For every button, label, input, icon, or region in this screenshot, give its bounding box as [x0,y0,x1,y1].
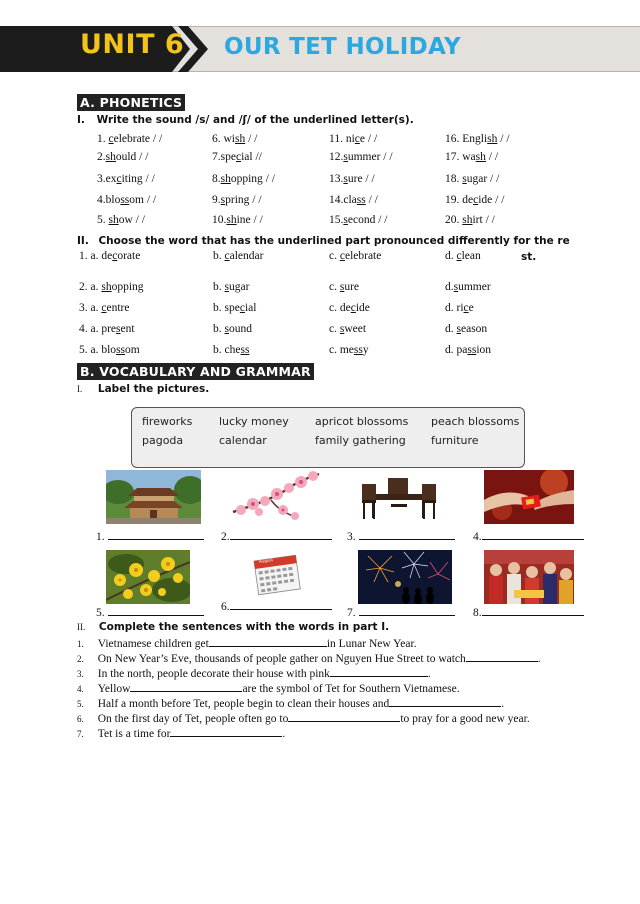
word-bank-item: furniture [431,434,479,447]
answer-blank[interactable] [170,726,282,737]
word-item: 9.spring / / [212,194,262,206]
sentence-3: 3. In the north, people decorate their house with pink . [77,668,431,680]
lucky-money-picture [484,470,574,524]
answer-blank[interactable] [389,696,501,707]
word-bank-box [131,407,525,468]
underlined-letters: c [239,302,245,314]
sentence-5: 5. Half a month before Tet, people begin to clean their houses and . [77,698,505,710]
fireworks-picture [358,550,452,604]
underlined-letters: sh [487,133,498,145]
word-bank-item: family gathering [315,434,406,447]
word-item: c. celebrate [329,250,382,262]
underlined-letters: s [343,173,348,185]
answer-blank[interactable] [466,651,538,662]
unit-title: OUR TET HOLIDAY [224,34,461,60]
calendar-month-label: August [258,557,274,564]
underlined-letters: s [343,214,348,226]
word-item: 2.should / / [97,151,149,163]
picture-label-3: 3. [347,529,455,543]
word-item: 4. a. present [79,323,135,335]
answer-blank[interactable] [130,681,242,692]
word-item: 1. celebrate / / [97,133,163,145]
answer-blank[interactable] [209,636,327,647]
word-bank-item: peach blossoms [431,415,520,428]
underlined-letters: s [456,323,461,335]
word-item: 2. a. shopping [79,281,144,293]
word-item: 20. shirt / / [445,214,495,226]
underlined-letters: ss [240,344,250,356]
picture-label-5: 5. [96,605,204,619]
unit-number: UNIT 6 [80,29,185,60]
task-3-instruction [77,383,209,395]
picture-label-8: 8. [473,605,584,619]
word-bank-item: pagoda [142,434,184,447]
word-item: c. sweet [329,323,367,335]
underlined-letters: s [339,281,345,293]
answer-blank[interactable] [288,711,400,722]
picture-label-4: 4. [473,529,584,543]
family-gathering-picture [484,550,574,604]
task-2-number: II. [77,235,89,247]
sentence-4: 4. Yellow are the symbol of Tet for Southern Vietnamese. [77,683,460,695]
word-item: 4.blossom / / [97,194,157,206]
word-item: 13.sure / / [329,173,375,185]
word-item: b. calendar [213,250,264,262]
underlined-letters: ss [120,194,130,206]
underlined-letters: sh [235,133,246,145]
task-2-instruction [77,235,570,247]
underlined-letters: ss [116,344,126,356]
underlined-letters: sh [105,151,116,163]
underlined-letters: sh [462,214,473,226]
underlined-letters: sh [108,214,119,226]
sentence-2: 2. On New Year’s Eve, thousands of people gather on Nguyen Hue Street to watch . [77,653,541,665]
answer-blank[interactable] [330,666,428,677]
word-item: 1. a. decorate [79,250,141,262]
task-1-text: Write the sound /s/ and /ʃ/ of the underlined letter(s). [96,114,414,126]
underlined-letters: c [456,250,462,262]
word-bank-item: fireworks [142,415,193,428]
underlined-letters: s [220,194,226,206]
underlined-letters: sh [226,214,237,226]
furniture-picture [358,470,440,524]
sentence-7: 7. Tet is a time for . [77,728,286,740]
unit-banner [0,26,640,72]
underlined-letters: c [116,173,122,185]
task-3-text: Label the pictures. [97,383,210,395]
underlined-letters: ss [356,194,366,206]
underlined-letters: c [112,250,118,262]
answer-blank[interactable] [108,605,204,616]
task-2-text-tail: st. [521,251,537,263]
underlined-letters: sh [475,151,486,163]
word-item: 6. wish / / [212,133,258,145]
task-4-instruction [77,621,389,633]
underlined-letters: c [350,302,356,314]
word-item: c. sure [329,281,360,293]
section-b-heading: B. VOCABULARY AND GRAMMAR [77,363,314,380]
task-4-text: Complete the sentences with the words in part I. [98,621,390,633]
word-item: 3.exciting / / [97,173,155,185]
sentence-6: 6. On the first day of Tet, people often go to to pray for a good new year. [77,713,530,725]
word-bank-item: lucky money [219,415,289,428]
underlined-letters: c [354,133,360,145]
underlined-letters: s [224,323,229,335]
word-bank-item: apricot blossoms [315,415,409,428]
word-item: 11. nice / / [329,133,378,145]
word-item: 3. a. centre [79,302,130,314]
underlined-letters: c [224,250,230,262]
word-item: 16. English / / [445,133,510,145]
underlined-letters: c [108,133,114,145]
word-item: 19. decide / / [445,194,505,206]
picture-label-2: 2. [221,529,332,543]
answer-blank[interactable] [230,599,332,610]
word-bank-item: calendar [219,434,267,447]
apricot-blossom-picture [106,550,190,604]
underlined-letters: s [116,323,121,335]
sentence-1: 1. Vietnamese children get in Lunar New Year. [77,638,417,650]
picture-label-6: 6. [221,599,332,613]
pagoda-picture [106,470,201,524]
peach-blossom-picture [231,470,321,524]
word-item: b. special [213,302,257,314]
underlined-letters: c [235,151,242,163]
word-item: 7.special // [212,151,262,163]
word-item: d. clean [445,250,481,262]
underlined-letters: s [343,151,348,163]
task-2-text: Choose the word that has the underlined part pronounced differently for the re [98,235,570,247]
word-item: d. season [445,323,488,335]
word-item: b. chess [213,344,250,356]
word-item: 18. sugar / / [445,173,500,185]
underlined-letters: sh [220,173,231,185]
word-item: c. decide [329,302,370,314]
word-item: 14.class / / [329,194,378,206]
task-1-instruction [77,114,414,126]
underlined-letters: c [463,302,469,314]
word-item: 8.shopping / / [212,173,275,185]
underlined-letters: s [339,323,345,335]
word-item: b. sound [213,323,252,335]
underlined-letters: s [224,281,229,293]
task-3-number: I. [77,384,83,394]
section-a-heading: A. PHONETICS [77,94,185,111]
answer-blank[interactable] [359,605,455,616]
underlined-letters: c [339,250,345,262]
task-1-number: I. [77,114,85,126]
word-item: 5. a. blossom [79,344,140,356]
task-4-number: II. [77,622,86,632]
answer-blank[interactable] [108,529,204,540]
word-item: 5. show / / [97,214,145,226]
answer-blank[interactable] [230,529,332,540]
word-item: 15.second / / [329,214,388,226]
word-item: d. passion [445,344,492,356]
answer-blank[interactable] [359,529,455,540]
word-item: b. sugar [213,281,250,293]
picture-label-7: 7. [347,605,455,619]
calendar-picture [250,550,304,598]
answer-blank[interactable] [482,529,584,540]
underlined-letters: s [453,281,459,293]
picture-label-1: 1. [96,529,204,543]
underlined-letters: s [462,173,467,185]
word-item: 12.summer / / [329,151,393,163]
underlined-letters: ss [353,344,363,356]
underlined-letters: sh [101,281,112,293]
word-item: d.summer [445,281,491,293]
word-item: 10.shine / / [212,214,263,226]
underlined-letters: c [101,302,107,314]
word-item: 17. wash / / [445,151,499,163]
word-item: d. rice [445,302,474,314]
underlined-letters: c [473,194,479,206]
word-item: c. messy [329,344,369,356]
underlined-letters: ss [467,344,477,356]
answer-blank[interactable] [482,605,584,616]
